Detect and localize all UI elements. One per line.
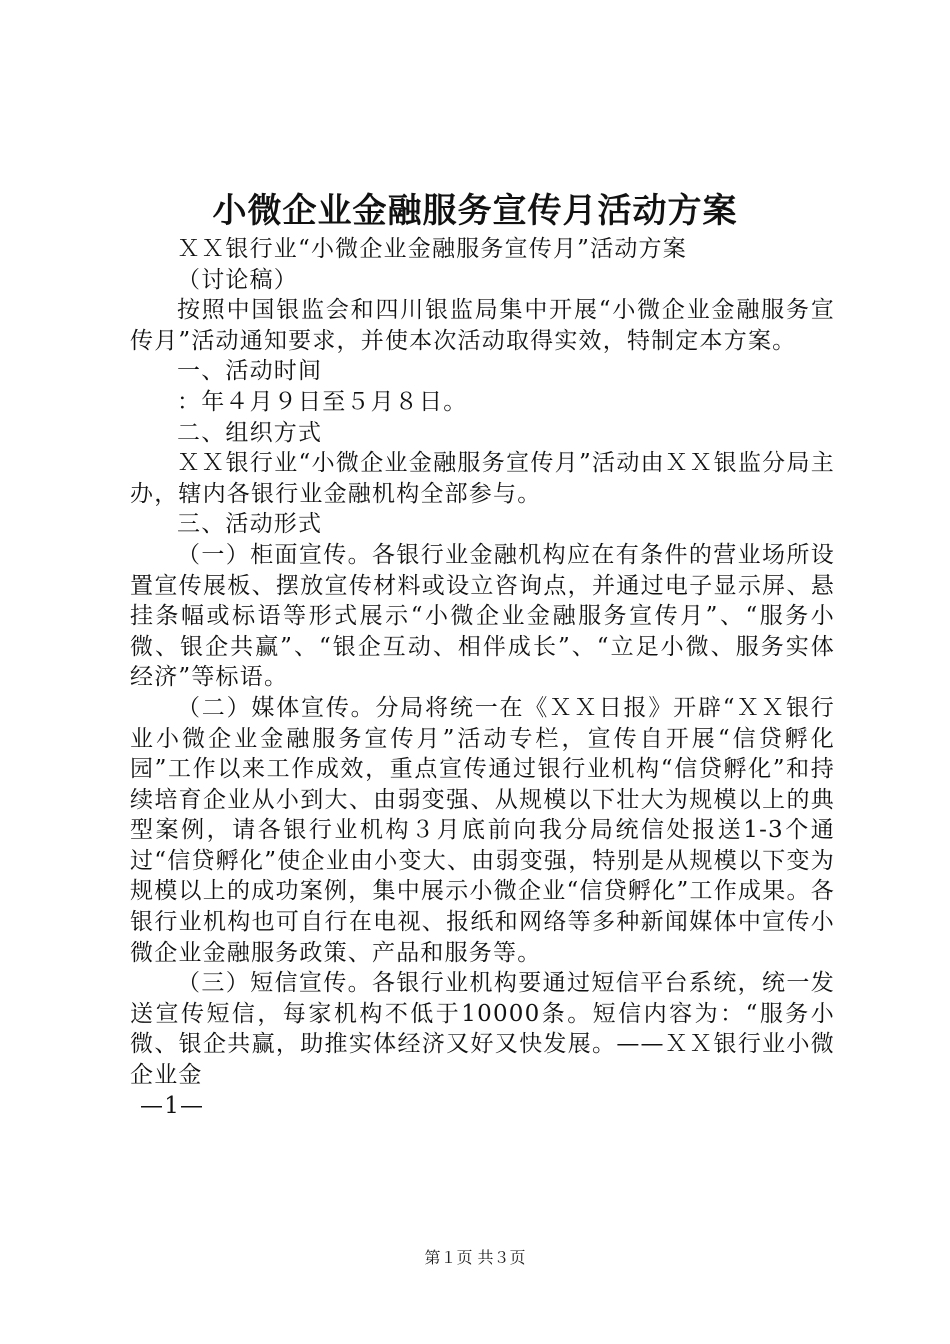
section-heading-time: 一、活动时间: [177, 358, 323, 385]
organization-paragraph: ＸＸ银行业“小微企业金融服务宣传月”活动由ＸＸ银监分局主办，辖内各银行业金融机构全部参与。: [130, 450, 835, 507]
media-publicity-paragraph: （二）媒体宣传。分局将统一在《ＸＸ日报》开辟“ＸＸ银行业小微企业金融服务宣传月”活动专栏，宣传自开展“信贷孵化园”工作以来工作成效，重点宣传通过银行业机构“信贷孵化”和持续培育企业从小到大、由弱变强、从规模以下壮大为规模以上的典型案例，请各银行业机构３月底前向我分局统信处报送1-3个通过“信贷孵化”使企业由小变大、由弱变强，特别是从规模以下变为规模以上的成功案例，集中展示小微企业“信贷孵化”工作成果。各银行业机构也可自行在电视、报纸和网络等多种新闻媒体中宣传小微企业金融服务政策、产品和服务等。: [130, 694, 835, 966]
document-title: 小微企业金融服务宣传月活动方案: [212, 191, 738, 231]
document-body: [130, 234, 835, 1121]
intro-paragraph: 按照中国银监会和四川银监局集中开展“小微企业金融服务宣传月”活动通知要求，并使本次活动取得实效，特制定本方案。: [130, 297, 835, 354]
sms-publicity-paragraph: （三）短信宣传。各银行业机构要通过短信平台系统，统一发送宣传短信，每家机构不低于10000条。短信内容为：“服务小微、银企共赢，助推实体经济又好又快发展。——ＸＸ银行业小微企业金: [130, 970, 835, 1089]
page-number-mark: —1—: [140, 1092, 205, 1119]
section-heading-format: 三、活动形式: [177, 511, 323, 538]
subtitle-line: ＸＸ银行业“小微企业金融服务宣传月”活动方案: [177, 236, 687, 262]
counter-publicity-paragraph: （一）柜面宣传。各银行业金融机构应在有条件的营业场所设置宣传展板、摆放宣传材料或设立咨询点，并通过电子显示屏、悬挂条幅或标语等形式展示“小微企业金融服务宣传月”、“服务小微、银企共赢”、“银企互动、相伴成长”、“立足小微、服务实体经济”等标语。: [130, 541, 835, 691]
draft-label: （讨论稿）: [177, 266, 298, 293]
activity-time-text: ：年４月９日至５月８日。: [177, 388, 468, 415]
section-heading-organization: 二、组织方式: [177, 419, 323, 446]
page-footer: 第１页 共３页: [424, 1248, 526, 1267]
